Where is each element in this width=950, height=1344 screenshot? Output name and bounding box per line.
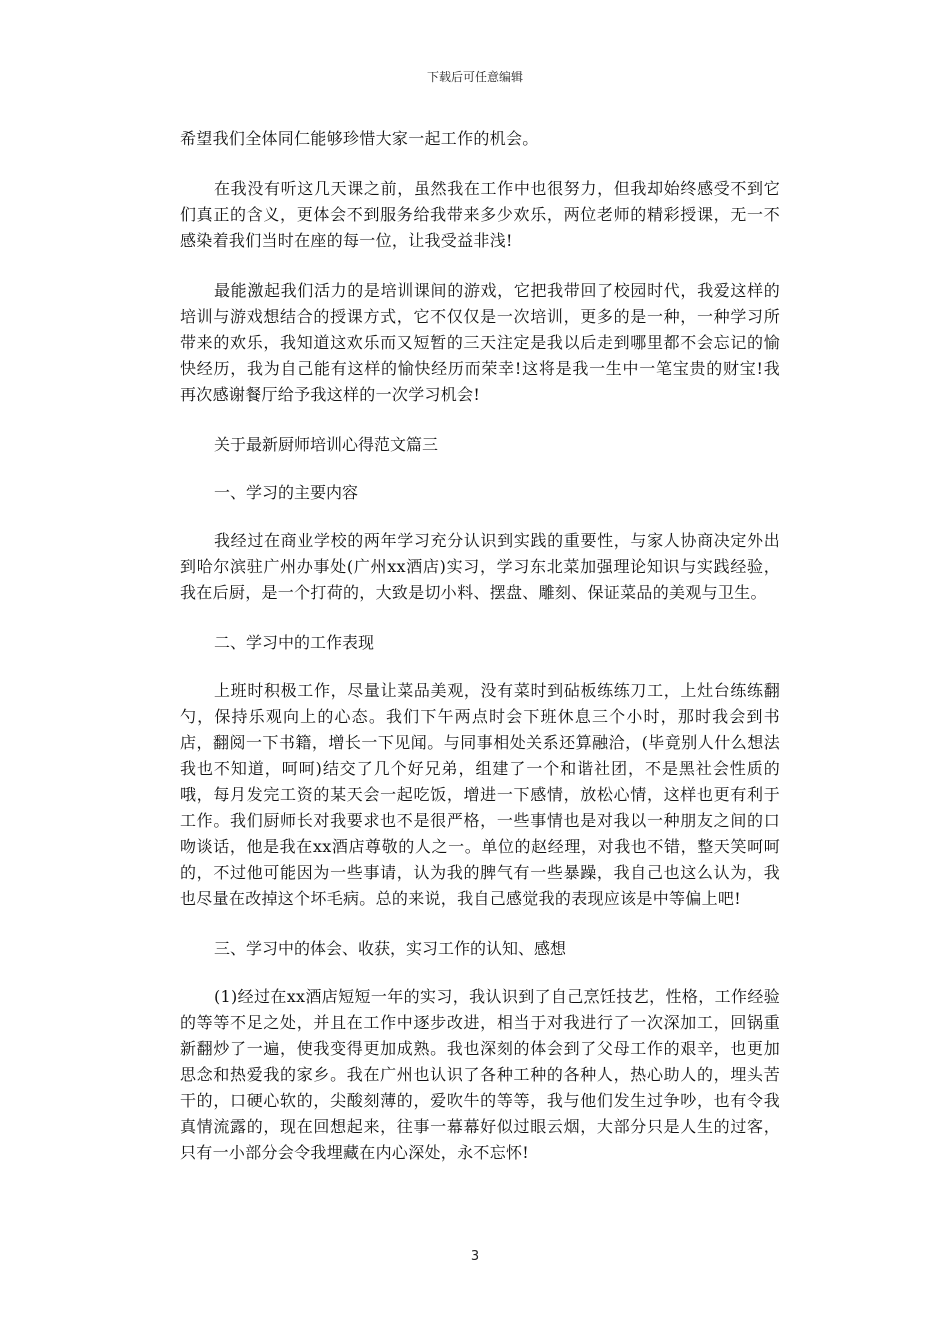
heading-main-content: 一、学习的主要内容 [214,483,359,502]
paragraph-main-content: 我经过在商业学校的两年学习充分认识到实践的重要性，与家人协商决定外出到哈尔滨驻广州办事处(广州xx酒店)实习，学习东北菜加强理论知识与实践经验，我在后厨，是一个打荷的，大致是切小料、摆盘、雕刻、保证菜品的美观与卫生。 [180,531,780,602]
paragraph-before-class: 在我没有听这几天课之前，虽然我在工作中也很努力，但我却始终感受不到它们真正的含义，更体会不到服务给我带来多少欢乐，两位老师的精彩授课，无一不感染着我们当时在座的每一位，让我受益非浅! [180,179,780,250]
page-number: 3 [470,1249,480,1264]
page-header: 下载后可任意编辑 [426,70,523,84]
paragraph-experience: (1)经过在xx酒店短短一年的实习，我认识到了自己烹饪技艺，性格，工作经验的等等不足之处，并且在工作中逐步改进，相当于对我进行了一次深加工，回锅重新翻炒了一遍，使我变得更加成熟。我也深刻的体会到了父母工作的艰辛，也更加思念和热爱我的家乡。我在广州也认识了各种工种的各种人，热心助人的，埋头苦干的，口硬心软的，尖酸刻薄的，爱吹牛的等等，我与他们发生过争吵，也有令我真情流露的，现在回想起来，往事一幕幕好似过眼云烟，大部分只是人生的过客，只有一小部分会令我埋藏在内心深处，永不忘怀! [180,987,780,1162]
paragraph-work-performance: 上班时积极工作，尽量让菜品美观，没有菜时到砧板练练刀工，上灶台练练翻勺，保持乐观向上的心态。我们下午两点时会下班休息三个小时，那时我会到书店，翻阅一下书籍，增长一下见闻。与同事相处关系还算融洽，(毕竟别人什么想法我也不知道，呵呵)结交了几个好兄弟，组建了一个和谐社团，不是黑社会性质的哦，每月发完工资的某天会一起吃饭，增进一下感情，放松心情，这样也更有利于工作。我们厨师长对我要求也不是很严格，一些事情也是对我以一种朋友之间的口吻谈话，他是我在xx酒店尊敬的人之一。单位的赵经理，对我也不错，整天笑呵呵的，不过他可能因为一些事请，认为我的脾气有一些暴躁，我自己也这么认为，我也尽量在改掉这个坏毛病。总的来说，我自己感觉我的表现应该是中等偏上吧! [180,681,780,908]
paragraph-games: 最能激起我们活力的是培训课间的游戏，它把我带回了校园时代，我爱这样的培训与游戏想结合的授课方式，它不仅仅是一次培训，更多的是一种，一种学习所带来的欢乐，我知道这欢乐而又短暂的三天注定是我以后走到哪里都不会忘记的愉快经历，我为自己能有这样的愉快经历而荣幸!这将是我一生中一笔宝贵的财宝!我再次感谢餐厅给予我这样的一次学习机会! [180,281,780,404]
heading-work-performance: 二、学习中的工作表现 [214,633,375,652]
section-title: 关于最新厨师培训心得范文篇三 [214,435,439,454]
paragraph-closing-wish: 希望我们全体同仁能够珍惜大家一起工作的机会。 [180,129,539,148]
document-body [180,126,780,1166]
heading-experience: 三、学习中的体会、收获，实习工作的认知、感想 [214,939,567,958]
